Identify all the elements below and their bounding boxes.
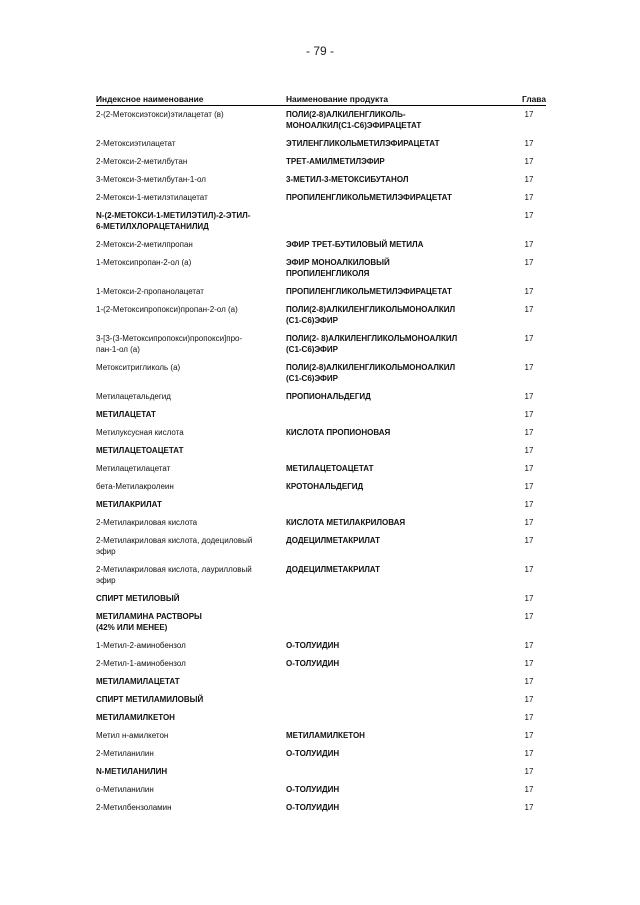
cell-line: 1-Метоксипропан-2-ол (а): [96, 258, 192, 267]
chapter-cell: 17: [524, 518, 534, 527]
table-row: [96, 713, 546, 731]
table-row: [96, 612, 546, 641]
cell-line: о-Метиланилин: [96, 785, 154, 794]
index-name-cell: [96, 110, 286, 139]
product-name-cell: [286, 446, 512, 464]
table-row: [96, 731, 546, 749]
cell-line: 2-Метилбензоламин: [96, 803, 172, 812]
product-name-cell: [286, 157, 512, 175]
cell-line: Метил н-амилкетон: [96, 731, 169, 740]
cell-line: 2-Метилакриловая кислота, лаурилловый: [96, 565, 252, 574]
table-row: [96, 565, 546, 594]
chapter-cell: 17: [524, 258, 534, 267]
cell-line: ПОЛИ(2-8)АЛКИЛЕНГЛИКОЛЬМОНОАЛКИЛ: [286, 305, 456, 314]
table-row: [96, 641, 546, 659]
cell-line: N-(2-МЕТОКСИ-1-МЕТИЛЭТИЛ)-2-ЭТИЛ-: [96, 211, 251, 220]
header-chapter: Глава: [521, 94, 546, 104]
cell-line: 3-[3-(3-Метоксипропокси)пропокси]про-: [96, 334, 243, 343]
cell-line: 2-(2-Метоксиэтокси)этилацетат (в): [96, 110, 224, 119]
chapter-cell: 17: [524, 482, 534, 491]
cell-line: МЕТИЛАКРИЛАТ: [96, 500, 162, 509]
product-name-cell: [286, 211, 512, 240]
product-name-cell: [286, 612, 512, 641]
table-row: [96, 193, 546, 211]
index-name-cell: [96, 612, 286, 641]
index-name-cell: [96, 175, 286, 193]
cell-line: (С1-С6)ЭФИР: [286, 344, 338, 354]
product-name-cell: [286, 565, 512, 594]
cell-line: (42% ИЛИ МЕНЕЕ): [96, 622, 168, 632]
page-number: - 79 -: [305, 44, 334, 58]
chapter-cell: 17: [524, 565, 534, 574]
table-header: [96, 92, 546, 106]
index-name-cell: [96, 659, 286, 677]
cell-line: ЭФИР ТРЕТ-БУТИЛОВЫЙ МЕТИЛА: [286, 240, 424, 249]
cell-line: пан-1-ол (а): [96, 344, 140, 354]
chapter-cell: 17: [524, 410, 534, 419]
table-row: [96, 446, 546, 464]
cell-line: 3-Метокси-3-метилбутан-1-ол: [96, 175, 206, 184]
cell-line: МОНОАЛКИЛ(С1-С6)ЭФИРАЦЕТАТ: [286, 120, 422, 130]
chapter-cell: 17: [524, 500, 534, 509]
cell-line: Метилуксусная кислота: [96, 428, 184, 437]
chapter-cell: 17: [524, 803, 534, 812]
table-row: [96, 410, 546, 428]
index-name-cell: [96, 731, 286, 749]
table-row: [96, 139, 546, 157]
index-name-cell: [96, 565, 286, 594]
chapter-cell: 17: [524, 749, 534, 758]
index-name-cell: [96, 677, 286, 695]
chapter-cell: 17: [524, 363, 534, 372]
cell-line: ТРЕТ-АМИЛМЕТИЛЭФИР: [286, 157, 385, 166]
index-name-cell: [96, 446, 286, 464]
cell-line: О-ТОЛУИДИН: [286, 785, 340, 794]
cell-line: ЭФИР МОНОАЛКИЛОВЫЙ: [286, 258, 390, 267]
product-name-cell: [286, 713, 512, 731]
chapter-cell: 17: [524, 731, 534, 740]
table-row: [96, 482, 546, 500]
index-name-cell: [96, 594, 286, 612]
cell-line: СПИРТ МЕТИЛОВЫЙ: [96, 594, 180, 603]
index-name-cell: [96, 157, 286, 175]
chapter-cell: 17: [524, 110, 534, 119]
product-name-cell: [286, 659, 512, 677]
product-name-cell: [286, 193, 512, 211]
chapter-cell: 17: [524, 464, 534, 473]
index-name-cell: [96, 334, 286, 363]
product-name-cell: [286, 785, 512, 803]
cell-line: Метокситригликоль (а): [96, 363, 181, 372]
table-row: [96, 500, 546, 518]
chapter-cell: 17: [524, 536, 534, 545]
index-name-cell: [96, 803, 286, 821]
index-name-cell: [96, 193, 286, 211]
cell-line: 1-Метил-2-аминобензол: [96, 641, 186, 650]
chapter-cell: 17: [524, 428, 534, 437]
cell-line: КИСЛОТА ПРОПИОНОВАЯ: [286, 428, 391, 437]
product-name-cell: [286, 641, 512, 659]
table-row: [96, 659, 546, 677]
cell-line: бета-Метилакролеин: [96, 482, 174, 491]
table-row: [96, 363, 546, 392]
chapter-cell: 17: [524, 713, 534, 722]
chapter-cell: 17: [524, 139, 534, 148]
table-row: [96, 110, 546, 139]
chapter-cell: 17: [524, 641, 534, 650]
cell-line: 2-Метиланилин: [96, 749, 154, 758]
cell-line: 2-Метокси-2-метилбутан: [96, 157, 188, 166]
product-name-cell: [286, 749, 512, 767]
index-name-cell: [96, 749, 286, 767]
cell-line: 2-Метилакриловая кислота: [96, 518, 198, 527]
cell-line: КРОТОНАЛЬДЕГИД: [286, 482, 364, 491]
cell-line: ПОЛИ(2-8)АЛКИЛЕНГЛИКОЛЬМОНОАЛКИЛ: [286, 363, 456, 372]
cell-line: эфир: [96, 575, 116, 585]
cell-line: МЕТИЛАМИЛКЕТОН: [96, 713, 175, 722]
cell-line: МЕТИЛАЦЕТОАЦЕТАТ: [96, 446, 184, 455]
product-name-cell: [286, 500, 512, 518]
table-row: [96, 334, 546, 363]
cell-line: ПРОПИЛЕНГЛИКОЛЬМЕТИЛЭФИРАЦЕТАТ: [286, 193, 452, 202]
index-name-cell: [96, 211, 286, 240]
table-row: [96, 175, 546, 193]
index-table: [96, 92, 546, 821]
table-row: [96, 305, 546, 334]
product-name-cell: [286, 287, 512, 305]
cell-line: СПИРТ МЕТИЛАМИЛОВЫЙ: [96, 695, 204, 704]
table-row: [96, 785, 546, 803]
product-name-cell: [286, 482, 512, 500]
cell-line: ПОЛИ(2-8)АЛКИЛЕНГЛИКОЛЬ-: [286, 110, 406, 119]
cell-line: О-ТОЛУИДИН: [286, 641, 340, 650]
product-name-cell: [286, 410, 512, 428]
cell-line: ЭТИЛЕНГЛИКОЛЬМЕТИЛЭФИРАЦЕТАТ: [286, 139, 440, 148]
product-name-cell: [286, 536, 512, 565]
cell-line: N-МЕТИЛАНИЛИН: [96, 767, 168, 776]
table-row: [96, 695, 546, 713]
table-row: [96, 258, 546, 287]
chapter-cell: 17: [524, 157, 534, 166]
table-row: [96, 767, 546, 785]
cell-line: (С1-С6)ЭФИР: [286, 315, 338, 325]
cell-line: МЕТИЛАМИНА РАСТВОРЫ: [96, 612, 202, 621]
index-name-cell: [96, 767, 286, 785]
cell-line: 1-Метокси-2-пропанолацетат: [96, 287, 204, 296]
cell-line: 1-(2-Метоксипропокси)пропан-2-ол (а): [96, 305, 238, 314]
index-name-cell: [96, 428, 286, 446]
chapter-cell: 17: [524, 287, 534, 296]
cell-line: 6-МЕТИЛХЛОРАЦЕТАНИЛИД: [96, 221, 209, 231]
cell-line: ПРОПИЛЕНГЛИКОЛЬМЕТИЛЭФИРАЦЕТАТ: [286, 287, 452, 296]
product-name-cell: [286, 518, 512, 536]
header-product-name: Наименование продукта: [286, 94, 388, 104]
product-name-cell: [286, 464, 512, 482]
cell-line: О-ТОЛУИДИН: [286, 803, 340, 812]
cell-line: 2-Метокси-2-метилпропан: [96, 240, 193, 249]
table-row: [96, 240, 546, 258]
index-name-cell: [96, 287, 286, 305]
product-name-cell: [286, 677, 512, 695]
product-name-cell: [286, 594, 512, 612]
chapter-cell: 17: [524, 193, 534, 202]
cell-line: МЕТИЛАМИЛАЦЕТАТ: [96, 677, 180, 686]
index-name-cell: [96, 464, 286, 482]
cell-line: ДОДЕЦИЛМЕТАКРИЛАТ: [286, 536, 381, 545]
cell-line: ПРОПИОНАЛЬДЕГИД: [286, 392, 371, 401]
header-index-name: Индексное наименование: [96, 94, 204, 104]
chapter-cell: 17: [524, 240, 534, 249]
table-row: [96, 594, 546, 612]
product-name-cell: [286, 731, 512, 749]
table-row: [96, 157, 546, 175]
chapter-cell: 17: [524, 659, 534, 668]
index-name-cell: [96, 641, 286, 659]
table-row: [96, 749, 546, 767]
cell-line: КИСЛОТА МЕТИЛАКРИЛОВАЯ: [286, 518, 406, 527]
table-row: [96, 392, 546, 410]
chapter-cell: 17: [524, 767, 534, 776]
table-body: [96, 110, 546, 821]
cell-line: О-ТОЛУИДИН: [286, 749, 340, 758]
cell-line: МЕТИЛАЦЕТОАЦЕТАТ: [286, 464, 374, 473]
product-name-cell: [286, 767, 512, 785]
product-name-cell: [286, 695, 512, 713]
table-row: [96, 803, 546, 821]
product-name-cell: [286, 392, 512, 410]
product-name-cell: [286, 305, 512, 334]
cell-line: МЕТИЛАЦЕТАТ: [96, 410, 156, 419]
table-row: [96, 677, 546, 695]
cell-line: МЕТИЛАМИЛКЕТОН: [286, 731, 365, 740]
chapter-cell: 17: [524, 392, 534, 401]
index-name-cell: [96, 258, 286, 287]
product-name-cell: [286, 363, 512, 392]
chapter-cell: 17: [524, 175, 534, 184]
cell-line: О-ТОЛУИДИН: [286, 659, 340, 668]
cell-line: Метилацетальдегид: [96, 392, 171, 401]
chapter-cell: 17: [524, 305, 534, 314]
cell-line: 2-Метоксиэтилацетат: [96, 139, 176, 148]
index-name-cell: [96, 392, 286, 410]
chapter-cell: 17: [524, 211, 534, 220]
cell-line: 2-Метилакриловая кислота, додециловый: [96, 536, 253, 545]
table-row: [96, 518, 546, 536]
table-row: [96, 536, 546, 565]
table-row: [96, 211, 546, 240]
cell-line: (С1-С6)ЭФИР: [286, 373, 338, 383]
product-name-cell: [286, 334, 512, 363]
index-name-cell: [96, 305, 286, 334]
index-name-cell: [96, 410, 286, 428]
table-row: [96, 287, 546, 305]
cell-line: 3-МЕТИЛ-3-МЕТОКСИБУТАНОЛ: [286, 175, 409, 184]
product-name-cell: [286, 240, 512, 258]
cell-line: эфир: [96, 546, 116, 556]
index-name-cell: [96, 482, 286, 500]
product-name-cell: [286, 428, 512, 446]
chapter-cell: 17: [524, 612, 534, 621]
index-name-cell: [96, 363, 286, 392]
index-name-cell: [96, 139, 286, 157]
index-name-cell: [96, 695, 286, 713]
index-name-cell: [96, 500, 286, 518]
chapter-cell: 17: [524, 785, 534, 794]
cell-line: ДОДЕЦИЛМЕТАКРИЛАТ: [286, 565, 381, 574]
cell-line: Метилацетилацетат: [96, 464, 171, 473]
index-name-cell: [96, 713, 286, 731]
table-row: [96, 464, 546, 482]
chapter-cell: 17: [524, 695, 534, 704]
index-name-cell: [96, 536, 286, 565]
product-name-cell: [286, 110, 512, 139]
product-name-cell: [286, 139, 512, 157]
cell-line: ПРОПИЛЕНГЛИКОЛЯ: [286, 268, 370, 278]
chapter-cell: 17: [524, 677, 534, 686]
index-name-cell: [96, 240, 286, 258]
chapter-cell: 17: [524, 446, 534, 455]
index-name-cell: [96, 785, 286, 803]
product-name-cell: [286, 175, 512, 193]
chapter-cell: 17: [524, 594, 534, 603]
chapter-cell: 17: [524, 334, 534, 343]
product-name-cell: [286, 803, 512, 821]
index-name-cell: [96, 518, 286, 536]
product-name-cell: [286, 258, 512, 287]
cell-line: 2-Метокси-1-метилэтилацетат: [96, 193, 208, 202]
cell-line: 2-Метил-1-аминобензол: [96, 659, 186, 668]
table-row: [96, 428, 546, 446]
cell-line: ПОЛИ(2- 8)АЛКИЛЕНГЛИКОЛЬМОНОАЛКИЛ: [286, 334, 458, 343]
